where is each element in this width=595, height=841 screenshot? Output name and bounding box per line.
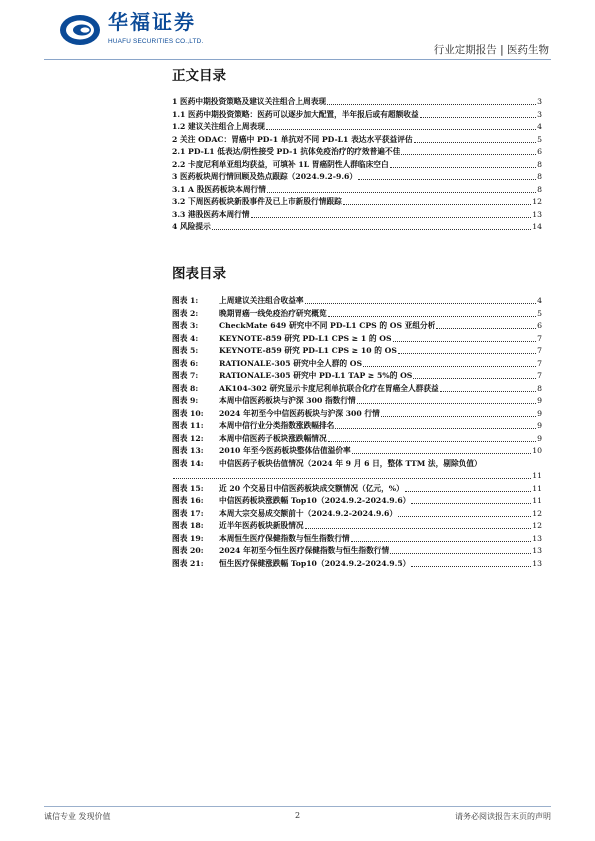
figure-label: 本周中信行业分类指数涨跌幅排名 xyxy=(219,421,335,430)
toc-entry-page: 12 xyxy=(532,197,542,206)
toc-entry[interactable] xyxy=(172,158,542,170)
figure-entry[interactable] xyxy=(172,294,542,306)
figure-number: 图表 12: xyxy=(172,433,204,443)
toc-entry-page: 8 xyxy=(537,159,542,169)
figure-page: 4 xyxy=(537,296,542,305)
toc-title: 正文目录 xyxy=(172,68,226,84)
figure-page: 7 xyxy=(537,333,542,343)
figure-page: 13 xyxy=(532,558,542,568)
figure-label: 晚期胃癌一线免疫治疗研究概览 xyxy=(219,308,327,318)
dot-leader xyxy=(414,142,537,143)
figure-number: 图表 3: xyxy=(172,321,199,330)
company-logo xyxy=(58,13,102,47)
figure-label: RATIONALE-305 研究中 PD-L1 TAP ≥ 5%的 OS xyxy=(219,371,413,380)
toc-entry-label: 3 医药板块周行情回顾及热点跟踪（2024.9.2-9.6） xyxy=(172,172,358,181)
figure-label: 本周恒生医疗保健指数与恒生指数行情 xyxy=(219,533,350,543)
figure-label: 近 20 个交易日中信医药板块成交额情况（亿元，%） xyxy=(219,483,404,493)
figure-page: 9 xyxy=(537,421,542,430)
figure-label: AK104-302 研究显示卡度尼利单抗联合化疗在胃癌全人群获益 xyxy=(219,383,439,393)
figure-label: 恒生医疗保健涨跌幅 Top10（2024.9.2-2024.9.5） xyxy=(219,558,411,568)
dot-leader xyxy=(251,217,532,218)
figure-number: 图表 20: xyxy=(172,546,204,555)
toc-entry-page: 4 xyxy=(537,122,542,131)
toc-entry-label: 3.2 下周医药板块新股事件及已上市新股行情跟踪 xyxy=(172,197,342,206)
figure-page: 11 xyxy=(532,483,542,493)
figure-page: 10 xyxy=(532,446,542,455)
toc-entry-label: 3.1 A 股医药板块本周行情 xyxy=(172,184,266,194)
figure-page: 11 xyxy=(532,496,542,505)
figure-number: 图表 13: xyxy=(172,446,204,455)
dot-leader xyxy=(267,192,536,193)
figure-number: 图表 4: xyxy=(172,333,199,343)
toc-entry-page: 14 xyxy=(532,222,542,231)
figure-page: 12 xyxy=(532,508,542,518)
dot-leader xyxy=(173,478,531,479)
dot-leader xyxy=(413,378,536,379)
figure-label: 2024 年初至今中信医药板块与沪深 300 行情 xyxy=(219,408,380,418)
figure-label: 本周中信医药子板块涨跌幅情况 xyxy=(219,433,327,443)
figure-number: 图表 16: xyxy=(172,496,204,505)
toc-entry-label: 3.3 港股医药本周行情 xyxy=(172,209,250,219)
dot-leader xyxy=(212,229,531,230)
toc-entry-label: 2.2 卡度尼利单亚组均获益，可填补 1L 胃癌阴性人群临床空白 xyxy=(172,159,389,169)
figure-label: 2024 年初至今恒生医疗保健指数与恒生指数行情 xyxy=(219,546,390,555)
figure-entry[interactable] xyxy=(172,557,542,569)
figure-entry[interactable] xyxy=(172,407,542,419)
toc-entry-page: 8 xyxy=(537,184,542,194)
figure-page: 8 xyxy=(537,383,542,393)
dot-leader xyxy=(398,353,536,354)
toc-entry-label: 2 关注 ODAC：胃癌中 PD-1 单抗对不同 PD-L1 表达水平获益评估 xyxy=(172,134,413,144)
dot-leader xyxy=(328,316,536,317)
toc-entry[interactable] xyxy=(172,195,542,207)
figure-page: 9 xyxy=(537,433,542,443)
dot-leader xyxy=(401,154,536,155)
dot-leader xyxy=(335,428,536,429)
toc-entry-page: 3 xyxy=(537,97,542,106)
footer-disclaimer: 请务必阅读报告末页的声明 xyxy=(455,812,551,821)
toc-entry-page: 6 xyxy=(537,147,542,156)
dot-leader xyxy=(390,553,531,554)
figure-page: 7 xyxy=(537,358,542,368)
figure-entry[interactable] xyxy=(172,507,542,519)
figure-number: 图表 15: xyxy=(172,483,204,493)
figure-entry[interactable] xyxy=(172,432,542,444)
figure-number: 图表 18: xyxy=(172,521,204,530)
figure-number: 图表 6: xyxy=(172,358,199,368)
dot-leader xyxy=(358,179,536,180)
figure-page: 13 xyxy=(532,533,542,543)
toc-entry-label: 2.1 PD-L1 低表达/阴性接受 PD-1 抗体免疫治疗的疗效普遍不佳 xyxy=(172,147,401,156)
logo-chinese-name: 华福证券 xyxy=(108,10,196,34)
figure-entry-continuation xyxy=(172,469,542,481)
figure-label: KEYNOTE-859 研究 PD-L1 CPS ≥ 10 的 OS xyxy=(219,346,397,355)
figure-label: CheckMate 649 研究中不同 PD-L1 CPS 的 OS 亚组分析 xyxy=(219,321,436,330)
dot-leader xyxy=(305,528,532,529)
dot-leader xyxy=(440,391,536,392)
toc-entry-label: 1.1 医药中期投资策略：医药可以逐步加大配置，半年报后或有超额收益 xyxy=(172,109,419,119)
figure-entry[interactable] xyxy=(172,494,542,506)
figure-entry[interactable] xyxy=(172,532,542,544)
figure-label: KEYNOTE-859 研究 PD-L1 CPS ≥ 1 的 OS xyxy=(219,333,392,343)
toc-entry[interactable] xyxy=(172,170,542,182)
dot-leader xyxy=(266,129,536,130)
figure-label: RATIONALE-305 研究中全人群的 OS xyxy=(219,358,362,368)
figure-page: 7 xyxy=(537,371,542,380)
toc-entry[interactable] xyxy=(172,183,542,195)
figure-label: 2010 年至今医药板块整体估值溢价率 xyxy=(219,446,351,455)
figure-page: 5 xyxy=(537,308,542,318)
toc-entry-page: 5 xyxy=(537,134,542,144)
figure-entry[interactable] xyxy=(172,444,542,456)
figure-number: 图表 8: xyxy=(172,383,199,393)
figure-page: 9 xyxy=(537,408,542,418)
header-divider xyxy=(44,59,551,60)
dot-leader xyxy=(343,204,531,205)
figure-label: 近半年医药板块新股情况 xyxy=(219,521,304,530)
figure-label: 中信医药子板块估值情况（2024 年 9 月 6 日，整体 TTM 法，剔除负值） xyxy=(219,458,482,468)
toc-entry-page: 3 xyxy=(537,109,542,119)
figure-label: 本周大宗交易成交额前十（2024.9.2-2024.9.6） xyxy=(219,508,398,518)
toc-entry[interactable] xyxy=(172,145,542,157)
toc-entry[interactable] xyxy=(172,133,542,145)
figure-entry[interactable] xyxy=(172,544,542,556)
figure-number: 图表 7: xyxy=(172,371,199,380)
figure-page: 13 xyxy=(532,546,542,555)
report-category: 行业定期报告 | 医药生物 xyxy=(433,44,549,56)
figure-number: 图表 21: xyxy=(172,558,204,568)
figure-number: 图表 2: xyxy=(172,308,199,318)
figure-page: 7 xyxy=(537,346,542,355)
dot-leader xyxy=(393,341,537,342)
toc-entry-label: 1.2 建议关注组合上周表现 xyxy=(172,122,265,131)
figure-number: 图表 14: xyxy=(172,458,204,468)
figure-number: 图表 1: xyxy=(172,296,199,305)
dot-leader xyxy=(436,328,536,329)
figure-entry[interactable] xyxy=(172,319,542,331)
dot-leader xyxy=(363,366,536,367)
dot-leader xyxy=(351,541,532,542)
toc-entry-page: 8 xyxy=(537,172,542,181)
toc-entry[interactable] xyxy=(172,208,542,220)
footer-slogan: 诚信专业 发现价值 xyxy=(44,812,111,821)
figure-entry[interactable] xyxy=(172,332,542,344)
page-number: 2 xyxy=(294,811,301,820)
dot-leader xyxy=(305,303,537,304)
dot-leader xyxy=(327,104,536,105)
dot-leader xyxy=(411,566,531,567)
dot-leader xyxy=(328,441,536,442)
figures-title: 图表目录 xyxy=(172,266,226,282)
figure-entry[interactable] xyxy=(172,382,542,394)
figure-number: 图表 9: xyxy=(172,396,199,405)
figure-number: 图表 10: xyxy=(172,408,204,418)
dot-leader xyxy=(398,516,531,517)
figure-number: 图表 5: xyxy=(172,346,199,355)
toc-entry-page: 13 xyxy=(532,209,542,219)
toc-entry[interactable] xyxy=(172,95,542,107)
dot-leader xyxy=(411,503,531,504)
figure-entry[interactable] xyxy=(172,482,542,494)
dot-leader xyxy=(381,416,536,417)
figure-number: 图表 19: xyxy=(172,533,204,543)
figure-entry[interactable] xyxy=(172,307,542,319)
figure-entry[interactable] xyxy=(172,357,542,369)
figure-entry[interactable] xyxy=(172,394,542,406)
toc-entry[interactable] xyxy=(172,220,542,232)
figure-page: 12 xyxy=(532,521,542,530)
figure-page: 9 xyxy=(537,396,542,405)
figure-entry[interactable] xyxy=(172,369,542,381)
figure-entry[interactable] xyxy=(172,419,542,431)
toc-entry[interactable] xyxy=(172,108,542,120)
dot-leader xyxy=(420,117,536,118)
logo-english-name: HUAFU SECURITIES CO.,LTD. xyxy=(108,38,204,45)
figure-entry[interactable] xyxy=(172,519,542,531)
figure-label: 本周中信医药板块与沪深 300 指数行情 xyxy=(219,396,356,405)
toc-entry[interactable] xyxy=(172,120,542,132)
toc-entry-label: 1 医药中期投资策略及建议关注组合上周表现 xyxy=(172,97,327,106)
figure-label: 中信医药板块涨跌幅 Top10（2024.9.2-2024.9.6） xyxy=(219,496,411,505)
figure-entry[interactable] xyxy=(172,457,542,469)
figure-page: 11 xyxy=(532,471,542,480)
figure-entry[interactable] xyxy=(172,344,542,356)
dot-leader xyxy=(357,403,536,404)
figure-number: 图表 17: xyxy=(172,508,204,518)
dot-leader xyxy=(390,167,536,168)
dot-leader xyxy=(352,453,532,454)
figure-page: 6 xyxy=(537,321,542,330)
footer-divider xyxy=(44,806,551,807)
figure-label: 上周建议关注组合收益率 xyxy=(219,296,304,305)
toc-entry-label: 4 风险提示 xyxy=(172,222,211,231)
dot-leader xyxy=(405,491,531,492)
figure-number: 图表 11: xyxy=(172,421,204,430)
